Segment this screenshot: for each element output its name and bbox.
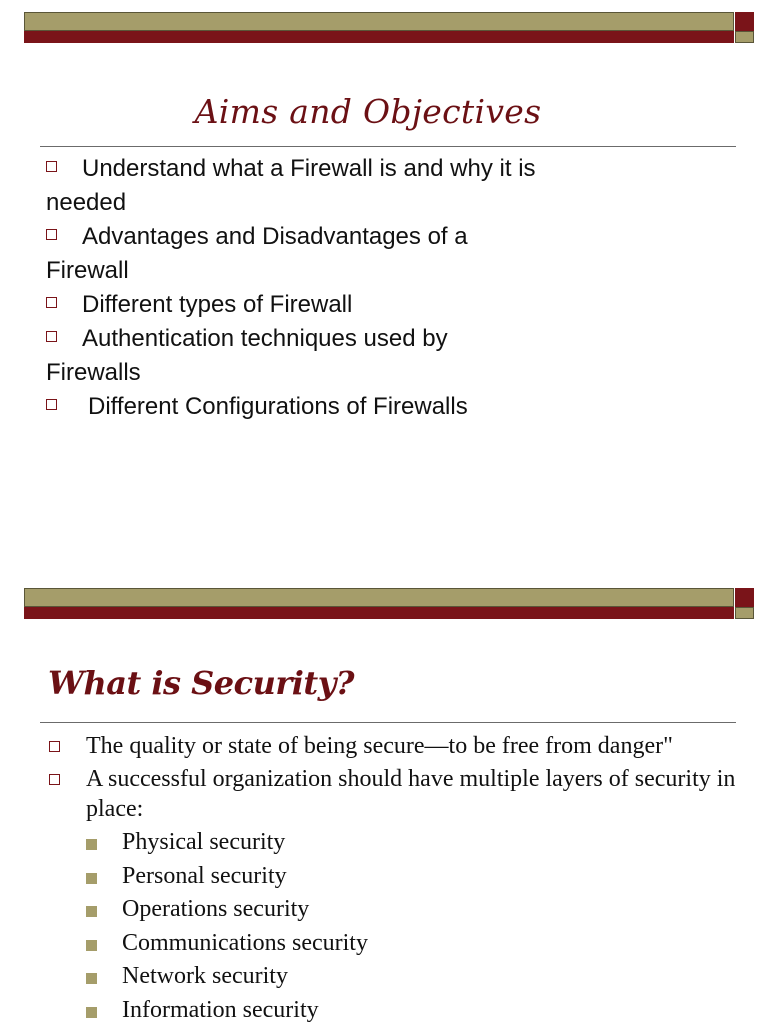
list-item-text: The quality or state of being secure—to be free from danger" xyxy=(86,733,673,759)
filled-square-bullet-icon xyxy=(86,873,97,884)
list-item xyxy=(48,731,748,761)
header-band-olive xyxy=(24,588,734,607)
header-band xyxy=(24,588,754,620)
filled-square-bullet-icon xyxy=(86,973,97,984)
sub-list-item-text: Communications security xyxy=(122,929,368,956)
slide-title: What is Security? xyxy=(48,664,355,702)
sub-list-item xyxy=(86,860,748,894)
list-item-text: A successful organization should have multiple layers of security in place: xyxy=(86,766,736,822)
filled-square-bullet-icon xyxy=(86,1007,97,1018)
sub-list-item xyxy=(86,927,748,961)
hollow-square-bullet-icon xyxy=(46,399,57,410)
hollow-square-bullet-icon xyxy=(46,331,57,342)
objectives-list xyxy=(46,152,536,424)
sub-list-item xyxy=(86,960,748,994)
hollow-square-bullet-icon xyxy=(46,297,57,308)
list-item xyxy=(46,390,536,424)
list-item-text: Advantages and Disadvantages of a Firewall xyxy=(46,223,468,284)
list-item xyxy=(46,288,536,322)
list-item xyxy=(46,322,536,390)
hollow-square-bullet-icon xyxy=(49,774,60,785)
header-band-olive xyxy=(24,12,734,31)
hollow-square-bullet-icon xyxy=(49,741,60,752)
sub-list-item-text: Operations security xyxy=(122,896,310,923)
hollow-square-bullet-icon xyxy=(46,161,57,172)
header-corner-maroon xyxy=(735,12,754,31)
list-item xyxy=(48,764,748,1024)
list-item-text: Authentication techniques used by Firewalls xyxy=(46,325,448,386)
sub-list-item-text: Physical security xyxy=(122,829,286,855)
header-band-maroon xyxy=(24,607,734,619)
sub-list-item-text: Personal security xyxy=(122,862,287,889)
header-corner-olive xyxy=(735,31,754,43)
hollow-square-bullet-icon xyxy=(46,229,57,240)
header-corner-maroon xyxy=(735,588,754,607)
filled-square-bullet-icon xyxy=(86,940,97,951)
header-band-maroon xyxy=(24,31,734,43)
list-item xyxy=(46,152,536,220)
title-rule xyxy=(40,146,736,147)
list-item-text: Different types of Firewall xyxy=(82,291,353,318)
list-item-text: Understand what a Firewall is and why it is needed xyxy=(46,155,536,216)
security-list xyxy=(48,731,748,1024)
security-layers-list xyxy=(86,826,748,1024)
sub-list-item xyxy=(86,893,748,927)
sub-list-item xyxy=(86,994,748,1024)
slide-title: Aims and Objectives xyxy=(194,92,542,131)
header-corner-olive xyxy=(735,607,754,619)
filled-square-bullet-icon xyxy=(86,839,97,850)
sub-list-item-text: Information security xyxy=(122,996,319,1023)
sub-list-item xyxy=(86,826,748,860)
sub-list-item-text: Network security xyxy=(122,963,288,990)
title-rule xyxy=(40,722,736,723)
header-band xyxy=(24,12,754,44)
list-item-text: Different Configurations of Firewalls xyxy=(88,393,468,420)
list-item xyxy=(46,220,536,288)
filled-square-bullet-icon xyxy=(86,906,97,917)
